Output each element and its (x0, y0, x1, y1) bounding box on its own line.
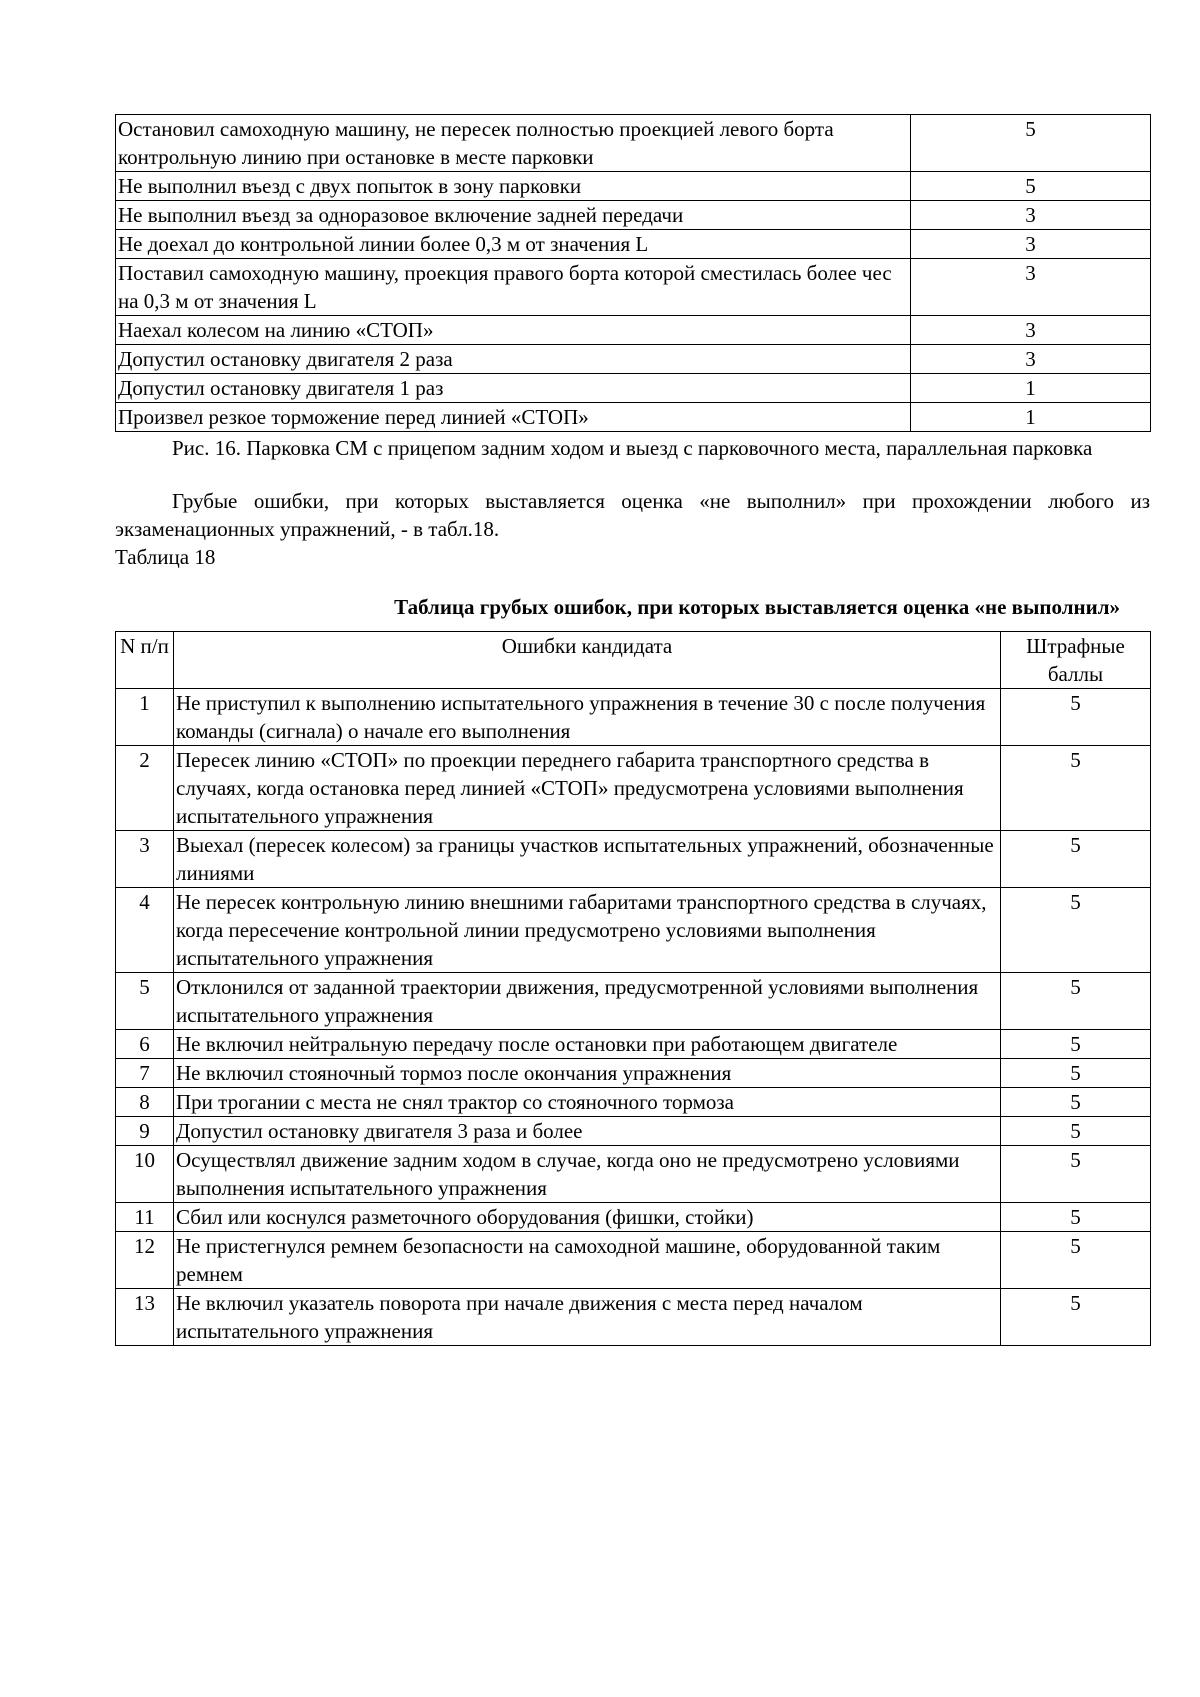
row-points: 1 (911, 403, 1151, 432)
row-number: 2 (116, 746, 174, 831)
row-points: 3 (911, 201, 1151, 230)
table-row (116, 1117, 1151, 1146)
table-row (116, 259, 1151, 316)
row-points: 5 (1001, 831, 1151, 888)
table-row (116, 973, 1151, 1030)
table-row (116, 888, 1151, 973)
intro-paragraph: Грубые ошибки, при которых выставляется оценка «не выполнил» при прохождении любого из экзаменационных упражнений, - в табл.18. (115, 489, 1150, 541)
row-points: 3 (911, 316, 1151, 345)
table-row (116, 1088, 1151, 1117)
table-row (116, 201, 1151, 230)
row-error-text: Наехал колесом на линию «СТОП» (116, 316, 911, 345)
document-page (115, 114, 1150, 1346)
row-error-text: Не выполнил въезд за одноразовое включение задней передачи (116, 201, 911, 230)
table-row (116, 1146, 1151, 1203)
row-error-text: Не доехал до контрольной линии более 0,3 м от значения L (116, 230, 911, 259)
row-points: 5 (1001, 1059, 1151, 1088)
parking-penalty-table-body (116, 115, 1151, 432)
row-points: 5 (1001, 1117, 1151, 1146)
table-row (116, 746, 1151, 831)
header-errors: Ошибки кандидата (174, 632, 1001, 689)
row-number: 6 (116, 1030, 174, 1059)
row-points: 5 (911, 115, 1151, 172)
row-number: 1 (116, 689, 174, 746)
row-error-text: Не пересек контрольную линию внешними габаритами транспортного средства в случаях, когда пересечение контрольной линии предусмотрено условиями выполнения испытательного упражнения (174, 888, 1001, 973)
table-row (116, 831, 1151, 888)
row-error-text: Осуществлял движение задним ходом в случае, когда оно не предусмотрено условиями выполнения испытательного упражнения (174, 1146, 1001, 1203)
table-row (116, 1289, 1151, 1346)
table-row (116, 230, 1151, 259)
row-error-text: Не приступил к выполнению испытательного упражнения в течение 30 с после получения команды (сигнала) о начале его выполнения (174, 689, 1001, 746)
table-row (116, 316, 1151, 345)
row-points: 5 (1001, 1088, 1151, 1117)
row-points: 5 (1001, 746, 1151, 831)
table-row (116, 374, 1151, 403)
table-row (116, 403, 1151, 432)
row-error-text: Пересек линию «СТОП» по проекции переднего габарита транспортного средства в случаях, когда остановка перед линией «СТОП» предусмотрена условиями выполнения испытательного упражнения (174, 746, 1001, 831)
row-points: 5 (1001, 1030, 1151, 1059)
row-points: 5 (1001, 1146, 1151, 1203)
row-number: 3 (116, 831, 174, 888)
table-label: Таблица 18 (115, 545, 216, 569)
table-row (116, 345, 1151, 374)
row-error-text: Не пристегнулся ремнем безопасности на самоходной машине, оборудованной таким ремнем (174, 1232, 1001, 1289)
row-error-text: Произвел резкое торможение перед линией «СТОП» (116, 403, 911, 432)
row-number: 8 (116, 1088, 174, 1117)
row-number: 11 (116, 1203, 174, 1232)
table-title: Таблица грубых ошибок, при которых выставляется оценка «не выполнил» (394, 595, 1120, 619)
row-number: 9 (116, 1117, 174, 1146)
table-row (116, 115, 1151, 172)
figure-caption: Рис. 16. Парковка СМ с прицепом задним ходом и выезд с парковочного места, параллельная парковка (172, 436, 1093, 460)
row-error-text: Допустил остановку двигателя 1 раз (116, 374, 911, 403)
table-row (116, 1059, 1151, 1088)
row-points: 3 (911, 230, 1151, 259)
row-points: 1 (911, 374, 1151, 403)
row-error-text: Остановил самоходную машину, не пересек полностью проекцией левого борта контрольную линию при остановке в месте парковки (116, 115, 911, 172)
row-error-text: Не выполнил въезд с двух попыток в зону парковки (116, 172, 911, 201)
gross-errors-table (115, 631, 1151, 1346)
table-row (116, 172, 1151, 201)
table-header-row (116, 632, 1151, 689)
table-row (116, 1232, 1151, 1289)
row-error-text: Не включил нейтральную передачу после остановки при работающем двигателе (174, 1030, 1001, 1059)
table-row (116, 1203, 1151, 1232)
row-number: 5 (116, 973, 174, 1030)
row-error-text: Допустил остановку двигателя 3 раза и более (174, 1117, 1001, 1146)
row-error-text: Сбил или коснулся разметочного оборудования (фишки, стойки) (174, 1203, 1001, 1232)
row-error-text: Поставил самоходную машину, проекция правого борта которой сместилась более чес на 0,3 м от значения L (116, 259, 911, 316)
row-number: 13 (116, 1289, 174, 1346)
row-points: 5 (1001, 888, 1151, 973)
parking-penalty-table (115, 114, 1151, 432)
row-number: 10 (116, 1146, 174, 1203)
row-error-text: При трогании с места не снял трактор со стояночного тормоза (174, 1088, 1001, 1117)
row-points: 5 (1001, 689, 1151, 746)
row-points: 5 (1001, 1289, 1151, 1346)
row-error-text: Отклонился от заданной траектории движения, предусмотренной условиями выполнения испытательного упражнения (174, 973, 1001, 1030)
row-error-text: Выехал (пересек колесом) за границы участков испытательных упражнений, обозначенные линиями (174, 831, 1001, 888)
header-num: N п/п (116, 632, 174, 689)
row-number: 4 (116, 888, 174, 973)
gross-errors-table-body (116, 689, 1151, 1346)
row-error-text: Не включил стояночный тормоз после окончания упражнения (174, 1059, 1001, 1088)
row-points: 3 (911, 259, 1151, 316)
row-points: 5 (1001, 1203, 1151, 1232)
row-points: 5 (911, 172, 1151, 201)
row-points: 3 (911, 345, 1151, 374)
row-points: 5 (1001, 1232, 1151, 1289)
row-number: 7 (116, 1059, 174, 1088)
row-number: 12 (116, 1232, 174, 1289)
table-row (116, 1030, 1151, 1059)
row-error-text: Допустил остановку двигателя 2 раза (116, 345, 911, 374)
header-points: Штрафные баллы (1001, 632, 1151, 689)
row-error-text: Не включил указатель поворота при начале движения с места перед началом испытательного упражнения (174, 1289, 1001, 1346)
row-points: 5 (1001, 973, 1151, 1030)
table-row (116, 689, 1151, 746)
